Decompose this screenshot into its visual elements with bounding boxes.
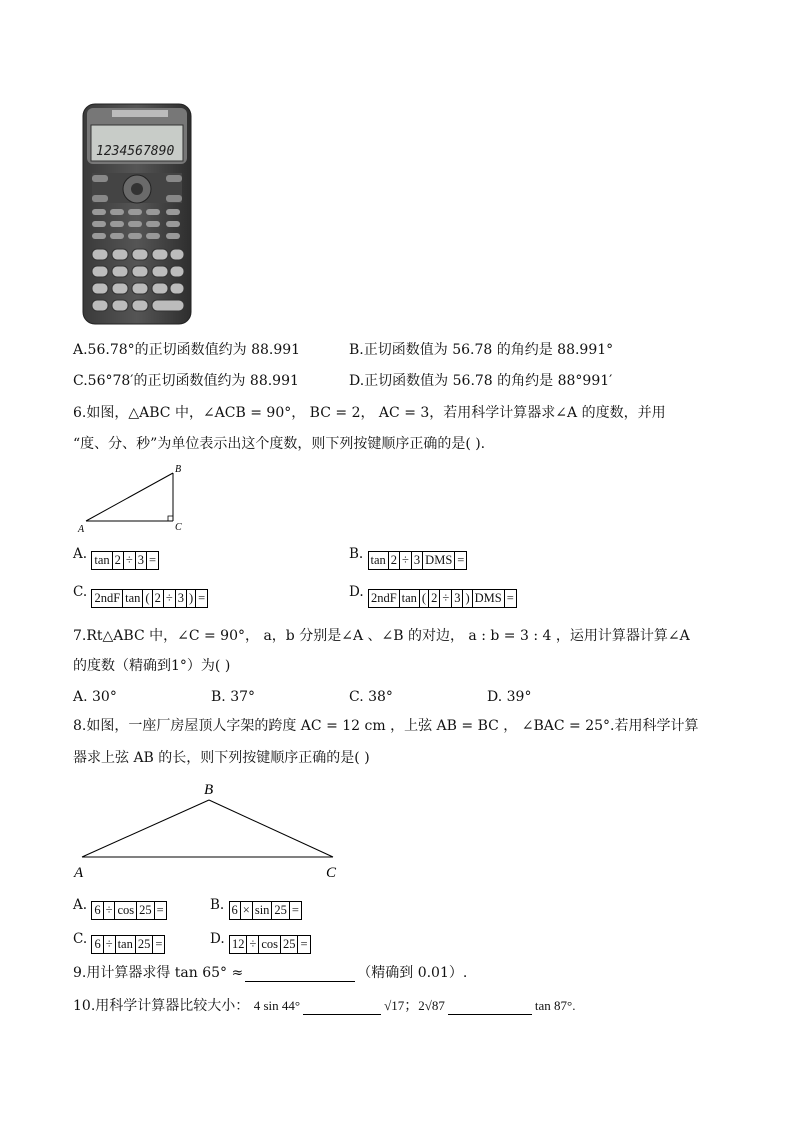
q5-option-a: A.56.78°的正切函数值约为 88.991 [73, 342, 301, 358]
calculator-key: 25 [272, 902, 290, 919]
q6-stem-line1: 6.如图，△ABC 中，∠ACB = 90°， BC = 2， AC = 3，若用科学计算器求∠A 的度数，并用 [73, 405, 666, 421]
q6-right-angle-mark [168, 516, 173, 521]
q6-option-a-keys [91, 551, 159, 570]
q8-option-c-letter: C. [73, 931, 88, 947]
q6-option-b-letter: B. [349, 546, 364, 562]
q6-label-a: A [78, 524, 85, 534]
q8-option-b-letter: B. [210, 897, 225, 913]
q6-option-a-letter: A. [73, 546, 88, 562]
q7-option-b: B. 37° [211, 689, 256, 705]
q6-option-d-letter: D. [349, 584, 364, 600]
q5-option-d: D.正切函数值为 56.78 的角约是 88°991′ [349, 373, 613, 389]
calculator-key: × [241, 902, 253, 919]
calculator-key: 3 [176, 590, 187, 607]
q6-label-b: B [175, 464, 182, 475]
q8-option-d-letter: D. [210, 931, 225, 947]
q10-prefix: 10.用科学计算器比较大小： [73, 998, 250, 1014]
calculator-key: 3 [412, 552, 423, 569]
q6-option-b [349, 545, 467, 570]
q10-line [73, 997, 575, 1015]
q8-stem-line1: 8.如图，一座厂房屋顶人字架的跨度 AC = 12 cm ，上弦 AB = BC ， ∠BAC = 25°.若用科学计算 [73, 718, 699, 734]
q9-suffix: （精确到 0.01）. [357, 965, 468, 981]
calculator-key: tan [92, 552, 112, 569]
calculator-key: tan [400, 590, 420, 607]
calculator-key: ) [187, 590, 196, 607]
q6-option-b-keys [368, 551, 468, 570]
calculator-key: = [457, 553, 465, 567]
calculator-key: 2 [153, 590, 164, 607]
q7-option-a: A. 30° [73, 689, 117, 705]
q6-option-c-letter: C. [73, 584, 88, 600]
q6-stem-line2: “度、分、秒”为单位表示出这个度数，则下列按键顺序正确的是( ). [73, 436, 486, 452]
calculator-key: tan [369, 552, 389, 569]
q6-option-a [73, 545, 159, 570]
q10-expr-3: 2√87 [418, 998, 445, 1013]
calculator-key: tan [123, 590, 143, 607]
q6-label-c: C [175, 522, 182, 533]
calculator-key: = [155, 937, 163, 951]
calculator-key: 2ndF [369, 590, 400, 607]
calculator-key: ÷ [247, 936, 259, 953]
q8-option-d-keys [229, 935, 311, 954]
q10-answer-blank-1[interactable] [303, 1000, 381, 1015]
q8-truss-figure [70, 776, 350, 882]
q8-stem-line2: 器求上弦 AB 的长，则下列按键顺序正确的是( ) [73, 750, 370, 766]
calculator-key: ÷ [104, 936, 116, 953]
calculator-key: 6 [92, 936, 103, 953]
calculator-key: = [291, 903, 299, 917]
q7-stem-line2: 的度数（精确到1°）为( ) [73, 658, 231, 674]
calculator-key: sin [253, 902, 273, 919]
q8-side-bc [209, 800, 333, 857]
q6-option-d-keys [368, 589, 517, 608]
calculator-image [82, 103, 192, 325]
calculator-key: ÷ [104, 902, 116, 919]
q8-side-ab [82, 800, 209, 857]
q10-separator: ； [404, 998, 419, 1014]
calculator-display: 1234567890 [96, 144, 175, 159]
q5-option-b: B.正切函数值为 56.78 的角约是 88.991° [349, 342, 614, 358]
q6-option-c [73, 583, 208, 608]
q8-option-a-keys [91, 901, 166, 920]
calculator-key: cos [259, 936, 281, 953]
calculator-key: DMS [423, 552, 455, 569]
calculator-key: 6 [230, 902, 241, 919]
calculator-key: cos [115, 902, 137, 919]
calculator-key: ÷ [400, 552, 412, 569]
q7-option-d: D. 39° [487, 689, 532, 705]
q6-option-d [349, 583, 517, 608]
calculator-key: 2 [113, 552, 124, 569]
calculator-key: ) [463, 590, 472, 607]
q8-option-a-letter: A. [73, 897, 88, 913]
calculator-key: 12 [230, 936, 248, 953]
calculator-key: tan [116, 936, 136, 953]
q8-label-c: C [326, 865, 337, 881]
q10-answer-blank-2[interactable] [448, 1000, 532, 1015]
calculator-key: 6 [92, 902, 103, 919]
calculator-key: 25 [137, 902, 155, 919]
calculator-key: 3 [136, 552, 147, 569]
q6-option-c-keys [91, 589, 208, 608]
calculator-key: = [149, 553, 157, 567]
q7-option-c: C. 38° [349, 689, 393, 705]
calculator-key: 2 [429, 590, 440, 607]
q9-answer-blank[interactable] [245, 967, 355, 982]
calculator-key: 25 [281, 936, 299, 953]
q8-option-b-keys [229, 901, 302, 920]
q8-label-a: A [74, 865, 84, 881]
calculator-key: = [300, 937, 308, 951]
q9-prefix: 9.用计算器求得 tan 65° ≈ [73, 965, 244, 981]
q8-option-b [210, 896, 302, 920]
q8-option-c [73, 930, 165, 954]
q10-expr-1: 4 sin 44° [253, 998, 301, 1013]
calculator-key: 25 [136, 936, 154, 953]
calculator-key: 2ndF [92, 590, 123, 607]
calculator-key: 3 [452, 590, 463, 607]
calculator-key: ( [420, 590, 429, 607]
calculator-key: ÷ [164, 590, 176, 607]
calculator-key: = [198, 591, 206, 605]
calculator-key: ÷ [124, 552, 136, 569]
q9-line [73, 964, 467, 982]
q8-label-b: B [204, 782, 214, 798]
q8-option-d [210, 930, 311, 954]
q6-triangle-figure [76, 462, 186, 534]
q7-stem-line1: 7.Rt△ABC 中，∠C = 90°， a，b 分别是∠A 、∠B 的对边， a : b = 3 : 4 ，运用计算器计算∠A [73, 628, 690, 644]
q8-option-a [73, 896, 167, 920]
q6-side-ab [86, 473, 173, 521]
q10-expr-4: tan 87°. [534, 998, 576, 1013]
calculator-key: = [156, 903, 164, 917]
calculator-key: 2 [389, 552, 400, 569]
calculator-key: = [506, 591, 514, 605]
calculator-key: ÷ [440, 590, 452, 607]
q5-option-c: C.56°78′的正切函数值约为 88.991 [73, 373, 299, 389]
calculator-key: DMS [473, 590, 505, 607]
calculator-key: ( [143, 590, 152, 607]
q8-option-c-keys [91, 935, 165, 954]
q10-expr-2: √17 [384, 998, 405, 1013]
